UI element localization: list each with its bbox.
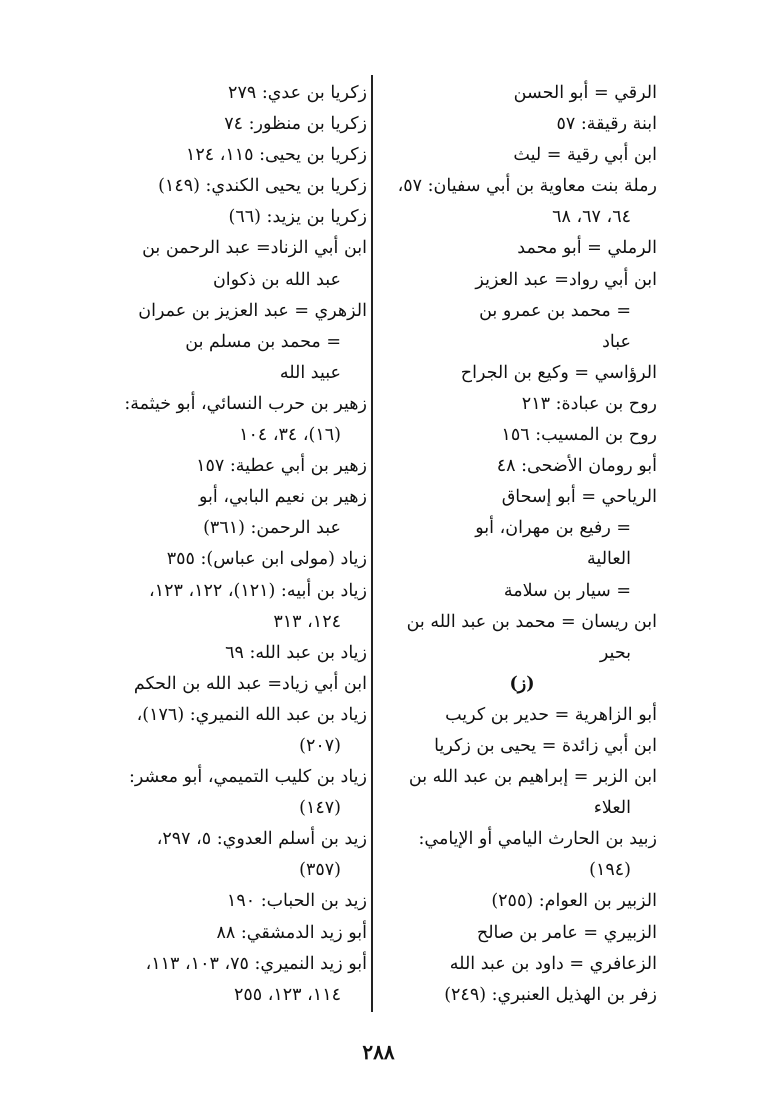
index-line: الزهري = عبد العزيز بن عمران bbox=[138, 300, 367, 321]
index-line: عبد الله بن ذكوان bbox=[212, 269, 341, 290]
index-line: الزبير بن العوام: (٢٥٥) bbox=[491, 891, 657, 912]
index-line: زكريا بن يحيى: ١١٥، ١٢٤ bbox=[185, 145, 367, 166]
index-line: بحير bbox=[599, 642, 631, 663]
index-line: = محمد بن مسلم بن bbox=[185, 331, 341, 352]
index-line: زيد بن الحباب: ١٩٠ bbox=[226, 891, 367, 912]
index-line: العالية bbox=[587, 549, 631, 570]
index-line: ١٢٤، ٣١٣ bbox=[273, 611, 341, 632]
index-line: ٦٤، ٦٧، ٦٨ bbox=[552, 207, 631, 228]
index-line: (٣٥٧) bbox=[299, 860, 341, 881]
index-line: الرملي = أبو محمد bbox=[517, 238, 657, 259]
index-line: زفر بن الهذيل العنبري: (٢٤٩) bbox=[444, 984, 657, 1005]
index-line: زكريا بن منظور: ٧٤ bbox=[224, 114, 367, 135]
index-line: ١١٤، ١٢٣، ٢٥٥ bbox=[233, 984, 341, 1005]
index-line: زكريا بن يحيى الكندي: (١٤٩) bbox=[158, 176, 367, 197]
index-line: روح بن المسيب: ١٥٦ bbox=[501, 425, 657, 446]
index-line: أبو الزاهرية = حدير بن كريب bbox=[445, 704, 657, 725]
index-line: = رفيع بن مهران، أبو bbox=[475, 518, 631, 539]
index-line: ابن الزبر = إبراهيم بن عبد الله بن bbox=[408, 767, 657, 788]
index-line: عبيد الله bbox=[279, 362, 341, 383]
index-line: ابن أبي رواد= عبد العزيز bbox=[475, 269, 657, 290]
page-number: ٢٨٨ bbox=[362, 1040, 395, 1064]
index-line: ابن أبي زائدة = يحيى بن زكريا bbox=[434, 735, 657, 756]
index-line: زيد بن أسلم العدوي: ٥، ٢٩٧، bbox=[156, 829, 367, 850]
index-line: زياد بن عبد الله: ٦٩ bbox=[225, 642, 367, 663]
index-line: = محمد بن عمرو بن bbox=[479, 300, 631, 321]
index-line: (١٤٧) bbox=[299, 798, 341, 819]
index-line: الزعافري = داود بن عبد الله bbox=[449, 953, 657, 974]
index-line: (١٩٤) bbox=[589, 860, 631, 881]
index-line: عباد bbox=[602, 331, 631, 352]
index-line: الرقي = أبو الحسن bbox=[513, 83, 657, 103]
index-line: الزبيري = عامر بن صالح bbox=[476, 922, 657, 943]
index-line: روح بن عبادة: ٢١٣ bbox=[521, 393, 657, 414]
index-line: زياد بن عبد الله النميري: (١٧٦)، bbox=[136, 704, 367, 725]
right-column bbox=[377, 78, 657, 1011]
index-line: ابن أبي زياد= عبد الله بن الحكم bbox=[133, 673, 367, 694]
column-divider bbox=[371, 75, 373, 1012]
index-line: زهير بن حرب النسائي، أبو خيثمة: bbox=[124, 393, 367, 414]
index-line: (١٦)، ٣٤، ١٠٤ bbox=[239, 425, 341, 446]
index-line: زهير بن نعيم البابي، أبو bbox=[199, 487, 367, 508]
index-line: أبو زيد الدمشقي: ٨٨ bbox=[216, 922, 367, 943]
index-line: الرياحي = أبو إسحاق bbox=[501, 487, 657, 508]
index-line: زهير بن أبي عطية: ١٥٧ bbox=[196, 456, 367, 477]
index-line: زياد (مولى ابن عباس): ٣٥٥ bbox=[166, 549, 367, 570]
index-line: ابن ريسان = محمد بن عبد الله بن bbox=[406, 611, 657, 632]
index-line: (٢٠٧) bbox=[299, 735, 341, 756]
left-column bbox=[77, 78, 367, 1011]
index-line: ابنة رقيقة: ٥٧ bbox=[556, 114, 657, 135]
section-letter: (ز) bbox=[509, 673, 535, 694]
index-line: زياد بن أبيه: (١٢١)، ١٢٢، ١٢٣، bbox=[149, 580, 367, 601]
index-line: الرؤاسي = وكيع بن الجراح bbox=[460, 362, 657, 383]
index-line: = سيار بن سلامة bbox=[503, 580, 631, 601]
index-line: زكريا بن يزيد: (٦٦) bbox=[228, 207, 367, 228]
index-line: زبيد بن الحارث اليامي أو الإيامي: bbox=[418, 829, 657, 850]
index-line: العلاء bbox=[593, 798, 631, 819]
index-line: رملة بنت معاوية بن أبي سفيان: ٥٧، bbox=[397, 176, 657, 197]
index-line: ابن أبي رقية = ليث bbox=[513, 145, 657, 166]
index-line: أبو رومان الأضحى: ٤٨ bbox=[496, 456, 657, 477]
index-line: زكريا بن عدي: ٢٧٩ bbox=[228, 83, 367, 103]
index-line: زياد بن كليب التميمي، أبو معشر: bbox=[128, 767, 367, 788]
index-line: أبو زيد النميري: ٧٥، ١٠٣، ١١٣، bbox=[145, 953, 367, 974]
index-line: ابن أبي الزناد= عبد الرحمن بن bbox=[142, 238, 367, 259]
index-line: عبد الرحمن: (٣٦١) bbox=[203, 518, 341, 539]
